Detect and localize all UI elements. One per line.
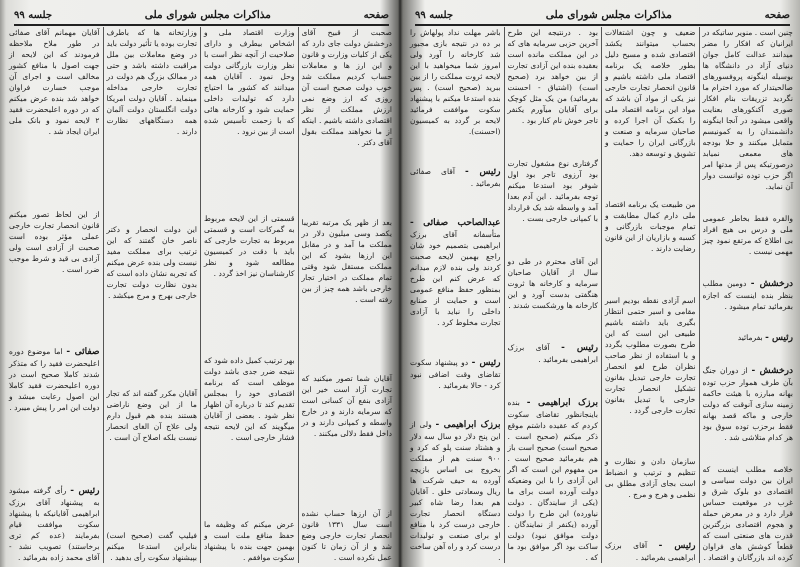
text-column <box>200 27 298 563</box>
paragraph-text: بنده باینجانظور تقاضای سکوت کردم که عقیده داشتم موقع ذکر میکنم (صحیح است . صحیح است) صحیح است باز هم بفرمائید صحیح است . من مفهوم این است که اگر این آزادی را با این وضعیکه دولت آورده است برای ما (یکی از سایندگان . دولت نیاورده) این طرح را دولت آورده (یکنفر از نمایندگان . دولت موافق نبود) دولت ساکت بود اگر موافق بود ما که . <box>507 398 598 562</box>
paragraph-text: آقایان مهمانم آقای صفائی در طور ملاح ملاحظه فرمودند که این لایحه از جهت اصول با منافع کشور مخالف است و اجرای آن موجب خسارت فراوان خواهد شد بنده عرض میکنم که در دوره اعلیحضرت فقید ۲ لایحه نمود و بانک ملی ایران ایجاد شد . <box>9 28 100 136</box>
paragraph <box>410 166 501 189</box>
paragraph-text: بود . درنتیجه این طرح آخرین حزبی سرمایه های که در این مملکت مانده است بعقیده بنده این آزادی تجارت از بین خواهد برد (صحیح است) (اشتیاق - احسنت بفرمائید) من یک مثل کوچک برای آقایان میآورم یکنفر تاجر خوش نام کنار بود . <box>507 28 598 125</box>
paragraph-text: وزارتخانه ها که باطرف تجارت بوده یا تأثیر دولت باید در وضع معاملات بین ملل مراقبت داشته باشد و حتی در ممالک بزرگ هم دولت در تجارت خارجی مداخله مینماید . آقایان دولت امریکا دولت انگلستان دولت آلمان همه دستگاههای نظارت دارند . <box>106 28 197 136</box>
paragraph-text: خلاصه مطلب اینست که ایران بین دولت سیاسی و اقتصادی دو بلوک شرق و غرب در موقعیت حساس قرار دارد و در معرض حمله و هجوم اقتصادی بزرگترین قدرت های صنعتی است که قطعاً کوشش های فراوان کرده اند بازرگانان و اقتصاد . <box>702 464 793 562</box>
text-column <box>504 27 602 563</box>
paragraph <box>107 388 198 443</box>
paragraph <box>508 256 599 311</box>
paragraph-text: والقره فقط بخاطر عمومی ملی و درس بی هیچ افراد بی اطلاع که مرتفع نمود چیز مهمی نیست . <box>702 213 793 256</box>
text-column <box>6 27 103 563</box>
paragraph-text: دومین مطلب بنظر بنده اینست که اجازه بفرمائید تمام میشود . <box>702 278 793 311</box>
paragraph-text: گرفتاری نوع مشغول تجارت بود آرزوی تاجر بود اول شوفر بود استدعا میکنم توجه بفرمائید . این آدم بعدا آمد و واسطه شد یک قرارداد با کمپانی خارجی بست . <box>507 158 598 223</box>
speaker-name: رئیس - <box>658 541 696 551</box>
paragraph <box>703 27 794 192</box>
paragraph-text: ولی از این پنج دلار دو سال سه دلار و هشتاد سنت پلو که کرد و ۹۰۰ سنت هم از مملکت بخروج بی اساس بازیچه آورده به حیف شرکت ها ریال وسعادتی خلق . آقایان هم بعدا رضا شاه کبیر دستگاه انحصار تجارت خارجی درست کرد با منافع او برای صنعت و تولیدات درست کرد و راه آهن ساخت . <box>410 420 501 562</box>
publication-title: مذاکرات مجلس شورای ملی <box>545 9 672 21</box>
paragraph-text: من طبیعت یک برنامه اقتصاد ملی دارم کمال مطابقت و تمام موجبات بازرگانی و کسبه و بازاریان از این قانون رضایت دارند . <box>605 200 696 254</box>
page-header <box>415 6 790 26</box>
text-column <box>298 27 396 563</box>
speaker-name: برزک ابراهیمی - <box>526 398 598 408</box>
paragraph-text: این آقای محترم در طی دو سال از آقایان صاحبان سرمایه و کارخانه ها ثروت هنگفتی بدست آورد و این کارخانه ها ورشکست شدند . <box>507 256 598 310</box>
paragraph-text: رأی گرفته میشود به پیشنهاد آقای برزک ابراهیمی آقایانیکه با پیشنهاد سکوت موافقت قیام بفرمایند (عده کم تری برخاستند) تصویب نشد - آقای محمد زاده بفرمائید . <box>9 485 100 562</box>
text-column <box>407 27 504 563</box>
page-header <box>14 6 389 26</box>
paragraph-text: چنین است . منویر ساتیکه در ایرانیان که افکار را مضر میدانند عدالت کامل جوان دنیای آزاد در دانشگاه ها بوسیله اینگونه پروفسورهای صالحیتدار که مورد احترام ما نگردید تزریقات بنام افکار صوری آکنکورهای بعنایت واقعی میشود در آنجا اینگونه دانشمندان را به کمونیسم متمایل میکنند و حلا بودجه های معمعی نمیابد درصورتیکه پس از مدتها امر اگر حزب توده توانست دوار آن نماید. <box>702 28 793 191</box>
speaker-name: برزک ابراهیمی - <box>435 420 501 430</box>
page-number-label: صفحه <box>363 9 389 21</box>
speaker-name: رئیس - <box>561 343 598 354</box>
session-label: جلسه ۹۹ <box>14 9 53 21</box>
paragraph <box>703 213 794 257</box>
paragraph <box>204 355 295 443</box>
paragraph <box>605 456 696 500</box>
paragraph-text: فیلیپ گفت (صحیح است) بنابراین استدعا میکنم بپیشنهاد سکوت رأی بدهید . <box>106 531 197 562</box>
paragraph-text: متأسفانه آقای برزک ابراهیمی بتصمیم خود شان راجع بهمین لایحه صحبت کردند ولی بنده لازم میدانم که عرض کنم این طرح بمنظور حفظ منافع عمومی است و حمایت از صنایع داخلی را نباید با آزادی تجارت مخلوط کرد . <box>410 230 501 327</box>
paragraph <box>410 419 501 563</box>
paragraph-text: آقایان مکرر گفته اند که تجار ما از این وضع ناراضی هستند بنده هم قبول دارم ولی علاج آن الغای انحصار نیست بلکه اصلاح آن است . <box>106 389 197 442</box>
paragraph <box>107 530 198 563</box>
paragraph <box>204 213 295 279</box>
left-page <box>0 0 399 567</box>
paragraph-text: آقای برزک ابراهیمی بفرمائید . <box>507 343 598 365</box>
text-columns <box>6 27 395 563</box>
paragraph-text: از این لحاظ تصور میکنم قانون انحصار تجارت خارجی عملی مؤثر بوده است صحبت از آزادی است ولی آزادی بی قید و شرط موجب ضرر است . <box>9 209 100 274</box>
paragraph-text: از آن ارزها حساب نشده است سال ۱۳۳۱ قانون انحصار تجارت خارجی وضع شد و از آن زمان تا کنون عمل نکرده است . <box>301 508 392 562</box>
paragraph <box>9 346 100 413</box>
paragraph <box>508 158 599 224</box>
paragraph <box>204 27 295 137</box>
paragraph <box>703 332 794 344</box>
right-page <box>401 0 800 567</box>
paragraph <box>605 295 696 416</box>
text-column <box>699 27 797 563</box>
speaker-name: عبدالصاحب صفائی - <box>410 218 501 228</box>
paragraph-text: اما موضوع دوره اعلیحضرت فقید را که متذکر شدند کاملا صحیح است در دوره اعلیحضرت فقید کاملا این اصول رعایت میشد و دولت این امر را پیش میبرد . <box>9 347 100 413</box>
paragraph <box>302 27 393 148</box>
paragraph-text: بفرمائید <box>737 333 763 343</box>
paragraph <box>204 519 295 563</box>
paragraph <box>410 217 501 328</box>
paragraph-text: بهر ترتیب کمیل داده شود که نتیجه ضرر جدی باشد دولت موظف است که برنامه اقتصادی خود را بمجلس تقدیم کند تا درباره آن اظهار نظر شود . بعضی از آقایان میگویند که این لایحه نتیجه فشار خارجی است . <box>204 356 295 442</box>
paragraph-text: آقای برزک ابراهیمی بفرمائید . <box>605 541 696 562</box>
paragraph-text: آقای صفائی بفرمائید . <box>410 166 501 188</box>
paragraph <box>508 397 599 563</box>
text-column <box>601 27 699 563</box>
paragraph <box>605 199 696 254</box>
paragraph <box>302 217 393 305</box>
paragraph-text: صحبت از قبیح آقای درخشش دولت جای دارد که یکی از کلیات وزارت و قانون و این ارز ها و معاملات حساب کردیم مملکت شد خوب دولت صحیح است آن روزی که ارز وضع نمی ارزش مملکت از نظر اقتصادی داشته باشیم . اینکه از ما نخواهند مملکت بقول آقای دکتر . <box>301 28 392 147</box>
paragraph <box>107 27 198 137</box>
paragraph-text: این دولت انحصار و دکتر ناصر خان گفتند که این ترتیب برای مملکت مفید نیست ولی بنده عرض میکنم که تجربه نشان داده است که بدون نظارت دولت تجارت خارجی بهرج و مرج میکشد . <box>106 225 197 300</box>
paragraph <box>302 508 393 563</box>
paragraph <box>410 27 501 137</box>
paragraph <box>9 209 100 275</box>
speaker-name: رئیس - <box>70 485 100 496</box>
speaker-name: رئیس - <box>765 333 793 344</box>
paragraph-text: آقایان شما تصور میکنید که تجارت آزاد است خیر این آزادی بنفع آن کسانی است که سرمایه دارند و در خارج واسطه و کمپانی دارند و در داخل فقط دلالی میکنند . <box>301 374 392 439</box>
paragraph <box>302 373 393 439</box>
paragraph <box>703 365 794 443</box>
publication-title: مذاکرات مجلس شورای ملی <box>144 9 271 21</box>
paragraph <box>9 27 100 137</box>
page-number-label: صفحه <box>764 9 790 21</box>
paragraph <box>703 464 794 563</box>
paragraph-text: عرض میکنم که وظیفه ما حفظ منافع ملت است و بهمین جهت بنده با پیشنهاد سکوت موافقم . <box>204 520 295 562</box>
paragraph-text: ضعیف و چون اشتغالات بحساب میتوانند یکشد اقتصادی شده و مسیح دلیل بطور خلاصه یک برنامه اقتصاد ملی داشته باشیم و قانون انحصار تجارت خارجی نیز یکی از مواد آن باشد که مواد این برنامه اقتصاد ملی را بکمک آن اجرا کرده و صاحبان سرمایه و صنعت و بازرگانی ایران را حمایت و تشویق و توسعه دهد. <box>605 28 696 158</box>
paragraph-text: از دوران جنگ بآن طرف هموار حزب توده بهانه مبارزه با هیئت حاکمه زمینه سازی آنوقت که دولت خارجی و ماکه قصد بهانه فقط برحزب توده سوق بود هر کدام متلاشی شد . <box>702 366 793 443</box>
paragraph <box>605 27 696 159</box>
text-column <box>103 27 201 563</box>
paragraph-text: اسم آزادی نقطه بودیم اسیر مقامی و اسیر حتمی انتظار بگیری باید داشته باشیم طبیعی این است که این طرح بصورت مطلوب بگردد و با استفاده از نظر صاحب نظران طرح لغو انحصار تجارت خارجی تبدیل بقانون تشکیل انحصار تجارت خارجی یا تبدیل بقانون تجارت خارجی گردد . <box>605 295 696 415</box>
paragraph-text: باشر مهلت نداد پولهاش را بر ده در نتیجه بازی مجبور شد کارخانه را آورد ولی امروز شما میخواهید با این لایحه ثروت مملکت را از بین ببرید (صحیح است) . پس بنده استدعا میکنم با پیشنهاد سکوت موافقت فرمائید لایحه بر گردد به کمیسیون (احسنت). <box>410 28 501 136</box>
paragraph <box>9 485 100 563</box>
paragraph-text: بعد از ظهر یک مرتبه تقریبا یکصد وسی میلیون دلار در مملکت ما آمد و در مقابل این ارزها بشود که این مملکت مستقل شود وقتی تمام مملکت در اختیار تجار خارجی باشد همه چیز از بین رفته است . <box>301 217 392 304</box>
paragraph <box>107 224 198 301</box>
speaker-name: درخشش - <box>751 366 793 377</box>
paragraph <box>410 357 501 391</box>
speaker-name: رئیس - <box>465 166 501 177</box>
speaker-name: رئیس - <box>471 357 501 368</box>
paragraph <box>703 278 794 312</box>
session-label: جلسه ۹۹ <box>415 9 454 21</box>
paragraph <box>508 342 599 365</box>
text-columns <box>407 27 796 563</box>
speaker-name: صفائی - <box>66 347 100 358</box>
speaker-name: درخشش - <box>750 278 793 289</box>
paragraph-text: قسمتی از این لایحه مربوط به گمرکات است و قسمتی مربوط به تجارت خارجی که باید با دقت در کمیسیون مطالعه شود و نظر کارشناسان نیز اخذ گردد . <box>204 214 295 278</box>
paragraph-text: سازمان دادن و نظارت و تنظیم و ترتیب و انضباط است بجای آزادی مطلق بی نظمی و هرج و مرج . <box>605 456 696 499</box>
paragraph-text: دو پیشنهاد سکوت تقاضای وقت اضافی نبود کرد - حالا بفرمائید . <box>410 357 501 390</box>
paragraph <box>605 540 696 563</box>
paragraph <box>508 27 599 126</box>
paragraph-text: وزارت اقتصاد ملی و اشخاص بیطرف و دارای صلاحیت از آنچه نظر است با نظر وزارت بازرگانی دولت وحل نمود . آقایان همه میدانند که کشور ما احتیاج دارد که تولیدات داخلی حمایت شود و کارخانه هائی که با زحمت تأسیس شده است از بین نرود . <box>204 28 295 136</box>
